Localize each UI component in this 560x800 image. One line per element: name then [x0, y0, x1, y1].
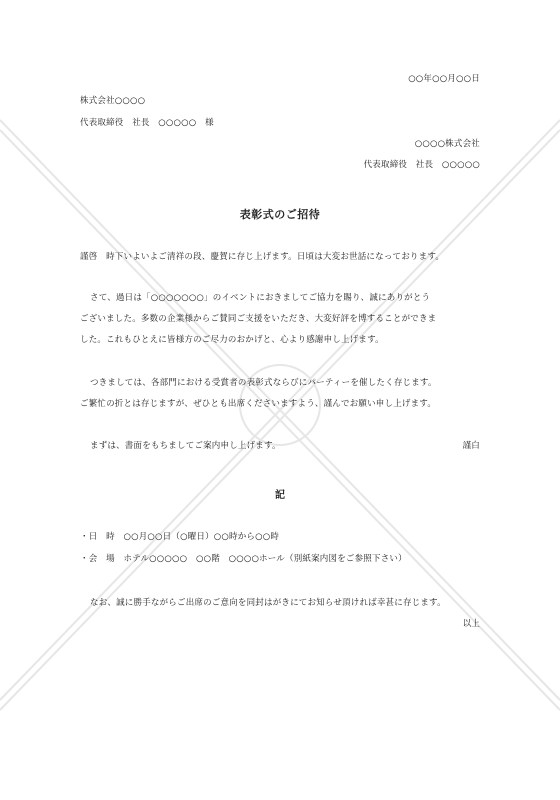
body-line: つきましては、各部門における受賞者の表彰式ならびにパーティーを催したく存じます。	[90, 378, 437, 388]
end-word: 以上	[462, 619, 480, 629]
document-title: 表彰式のご招待	[239, 208, 321, 221]
recipient-person: 代表取締役 社長 ○○○○○ 様	[80, 118, 214, 128]
body-line: ございました。多数の企業様からご賛同ご支援をいただき、大変好評を博することができま	[80, 314, 437, 324]
note-line: なお、誠に勝手ながらご出席のご意向を同封はがきにてお知らせ頂ければ幸甚に存じます。	[90, 598, 446, 608]
greeting-line: 謹啓 時下いよいよご清祥の段、慶賀に存じ上げます。日頃は大変お世話になっております。	[80, 252, 445, 262]
detail-venue: ・会 場 ホテル○○○○○ ○○階 ○○○○ホール（別紙案内図をご参照下さい）	[80, 554, 407, 564]
sender-company: ○○○○株式会社	[414, 139, 480, 149]
ki-heading: 記	[275, 490, 285, 501]
body-line: した。これもひとえに皆様方のご尽力のおかげと、心より感謝申し上げます。	[80, 335, 384, 345]
recipient-company: 株式会社○○○○	[80, 96, 146, 106]
body-line: さて、過日は「○○○○○○○」のイベントにおきましてご協力を賜り、誠にありがとう	[90, 293, 431, 303]
closing-word: 謹白	[462, 441, 480, 451]
body-line: ご繁忙の折とは存じますが、ぜひとも出席くださいますよう、謹んでお願い申し上げます。	[80, 399, 437, 409]
sender-person: 代表取締役 社長 ○○○○○	[363, 160, 480, 170]
letter-date: ○○年○○月○○日	[408, 74, 480, 84]
closing-line: まずは、書面をもちましてご案内申し上げます。	[90, 441, 281, 451]
detail-datetime: ・日 時 ○○月○○日（○曜日）○○時から○○時	[80, 532, 280, 542]
